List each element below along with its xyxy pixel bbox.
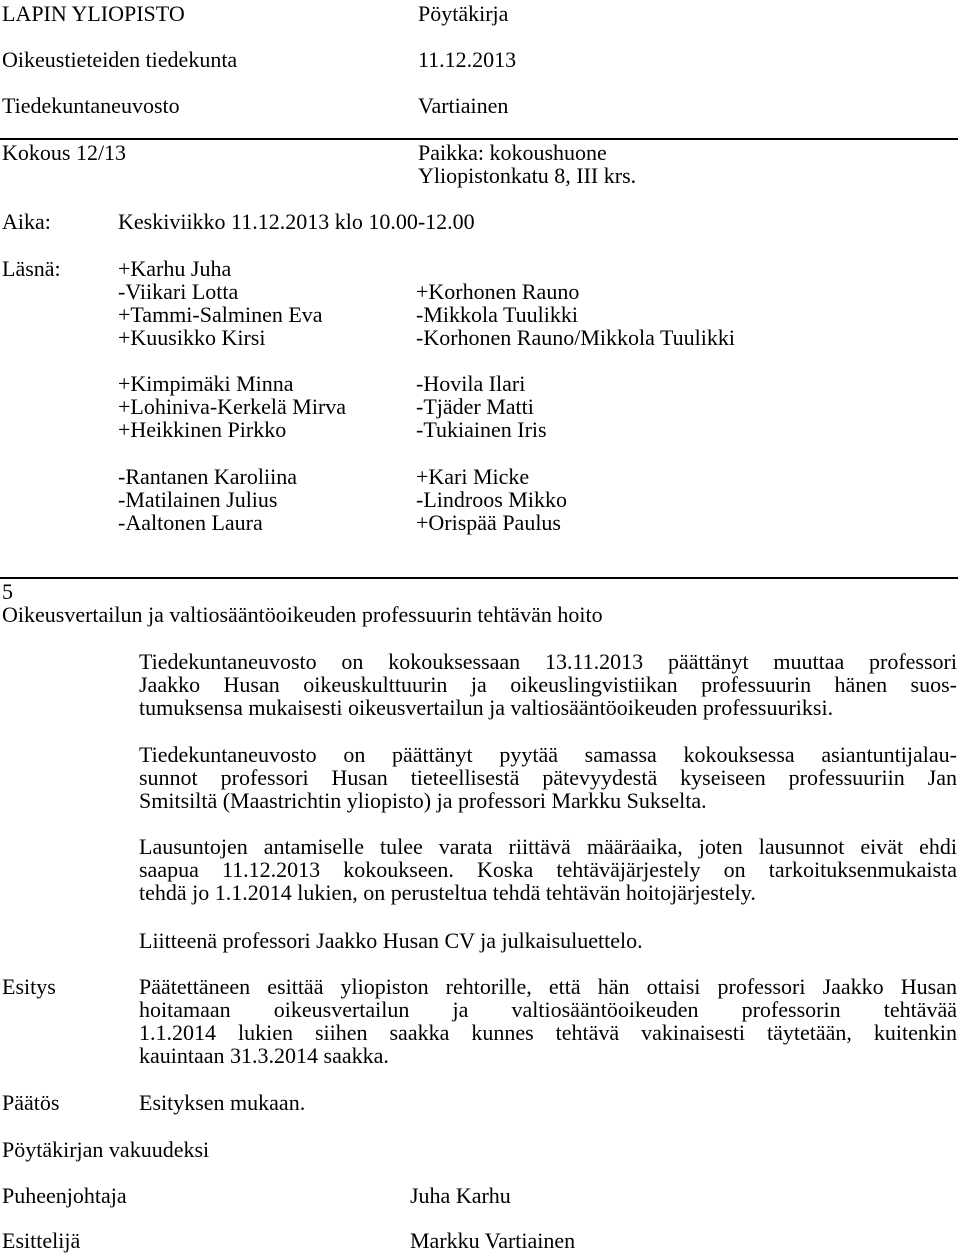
time-value: Keskiviikko 11.12.2013 klo 10.00-12.00 [118, 209, 475, 234]
proposal-line: kauintaan 31.3.2014 saakka. [139, 1043, 389, 1068]
attendee-right: -Lindroos Mikko [416, 487, 567, 512]
paragraph-line: Tiedekuntaneuvosto on kokouksessaan 13.11.2013 päättänyt muuttaa professori [139, 649, 957, 674]
document-date: 11.12.2013 [418, 47, 517, 72]
decision-text: Esityksen mukaan. [139, 1090, 306, 1115]
meeting-number: Kokous 12/13 [2, 140, 127, 165]
document-type: Pöytäkirja [418, 1, 509, 26]
paragraph-line: Smitsiltä (Maastrichtin yliopisto) ja professori Markku Sukselta. [139, 788, 707, 813]
attendee-right: +Kari Micke [416, 464, 530, 489]
proposal-line: 1.1.2014 lukien siihen saakka kunnes tehtävä vakinaisesti täytetään, kuitenkin [139, 1020, 957, 1045]
item-divider [0, 577, 958, 579]
paragraph-line: tumuksensa mukaisesti oikeusvertailun ja valtiosääntöoikeuden professuuriksi. [139, 695, 834, 720]
proposal-label: Esitys [2, 974, 56, 999]
attendee-right: -Tukiainen Iris [416, 417, 547, 442]
attendee-right: +Orispää Paulus [416, 510, 561, 535]
paragraph-line: Tiedekuntaneuvosto on päättänyt pyytää samassa kokouksessa asiantuntijalau- [139, 742, 957, 767]
attendee-left: +Tammi-Salminen Eva [118, 302, 323, 327]
document-author: Vartiainen [418, 93, 509, 118]
attendee-right: -Tjäder Matti [416, 394, 534, 419]
attendee-left: +Kimpimäki Minna [118, 371, 294, 396]
attendee-left: +Heikkinen Pirkko [118, 417, 287, 442]
paragraph [139, 835, 957, 904]
secretary-label: Esittelijä [2, 1228, 81, 1253]
attendee-left: -Rantanen Karoliina [118, 464, 297, 489]
faculty-name: Oikeustieteiden tiedekunta [2, 47, 238, 72]
paragraph [139, 650, 957, 719]
paragraph-line: Liitteenä professori Jaakko Husan CV ja julkaisuluettelo. [139, 928, 643, 953]
attendee-left: -Aaltonen Laura [118, 510, 263, 535]
meeting-address: Yliopistonkatu 8, III krs. [418, 163, 637, 188]
decision-label: Päätös [2, 1090, 60, 1115]
proposal-text [139, 975, 957, 1067]
item-title: Oikeusvertailun ja valtiosääntöoikeuden professuurin tehtävän hoito [2, 602, 603, 627]
attendee-right: +Korhonen Rauno [416, 279, 580, 304]
paragraph-line: Jaakko Husan oikeuskulttuurin ja oikeuslingvistiikan professuurin hänen suos- [139, 672, 957, 697]
time-label: Aika: [2, 209, 51, 234]
paragraph-line: sunnot professori Husan tieteellisestä pätevyydestä kyseiseen professuuriin Jan [139, 765, 957, 790]
university-name: LAPIN YLIOPISTO [2, 1, 185, 26]
attendee-left: +Lohiniva-Kerkelä Mirva [118, 394, 347, 419]
proposal-line: Päätettäneen esittää yliopiston rehtorille, että hän ottaisi professori Jaakko Husan [139, 974, 957, 999]
attendee-left: -Viikari Lotta [118, 279, 239, 304]
paragraph-line: saapua 11.12.2013 kokoukseen. Koska tehtäväjärjestely on tarkoituksenmukaista [139, 857, 957, 882]
signatures-heading: Pöytäkirjan vakuudeksi [2, 1137, 210, 1162]
attendee-right: -Korhonen Rauno/Mikkola Tuulikki [416, 325, 736, 350]
attendee-right: -Hovila Ilari [416, 371, 526, 396]
paragraph-line: Lausuntojen antamiselle tulee varata riittävä määräaika, joten lausunnot eivät ehdi [139, 834, 957, 859]
paragraph [139, 929, 957, 952]
proposal-line: hoitamaan oikeusvertailun ja valtiosääntöoikeuden professorin tehtävää [139, 997, 957, 1022]
attendee-left: +Karhu Juha [118, 256, 232, 281]
council-name: Tiedekuntaneuvosto [2, 93, 180, 118]
chair-label: Puheenjohtaja [2, 1183, 127, 1208]
attendee-left: +Kuusikko Kirsi [118, 325, 266, 350]
meeting-place: Paikka: kokoushuone [418, 140, 607, 165]
attendance-label: Läsnä: [2, 256, 61, 281]
attendee-left: -Matilainen Julius [118, 487, 278, 512]
chair-name: Juha Karhu [410, 1183, 511, 1208]
secretary-name: Markku Vartiainen [410, 1228, 576, 1253]
paragraph-line: tehdä jo 1.1.2014 lukien, on perusteltua tehdä tehtävän hoitojärjestely. [139, 880, 756, 905]
attendee-right: -Mikkola Tuulikki [416, 302, 578, 327]
paragraph [139, 743, 957, 812]
item-number: 5 [2, 579, 13, 604]
